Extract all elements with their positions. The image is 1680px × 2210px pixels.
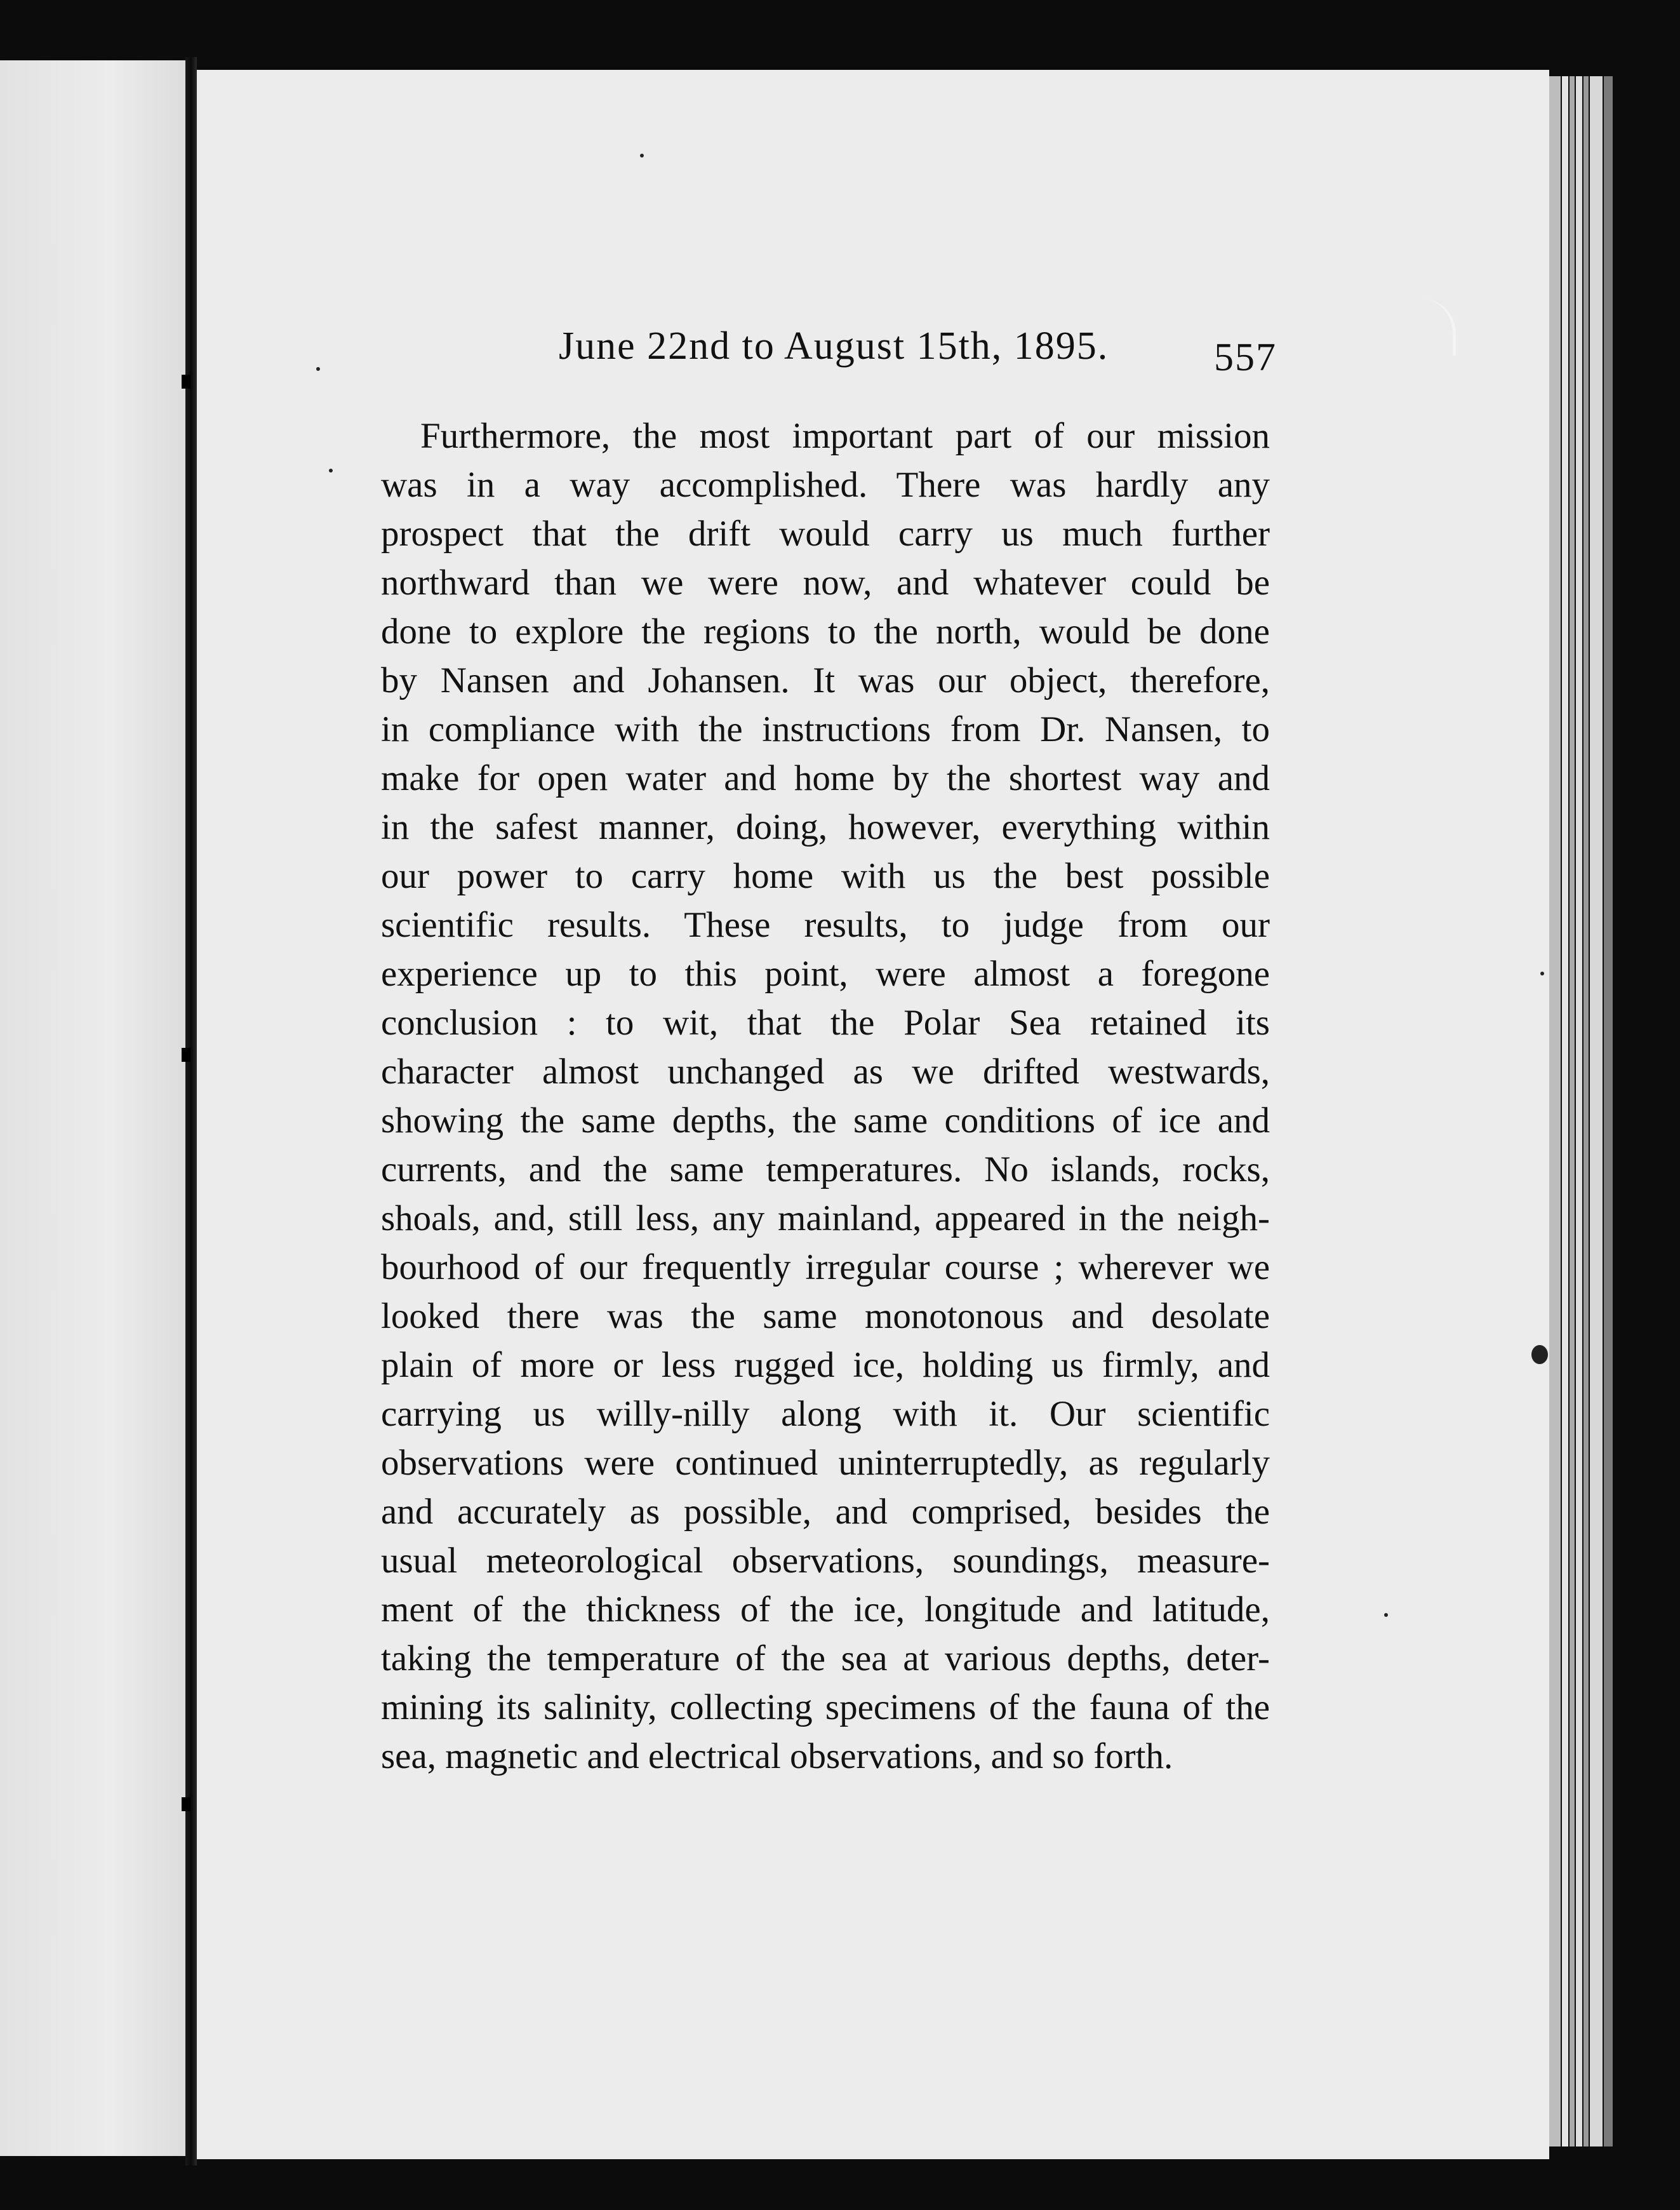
scan-speck	[329, 469, 333, 472]
page-edge	[1570, 76, 1575, 2146]
page-edge	[1549, 76, 1561, 2146]
text-line: northward than we were now, and whatever could be	[381, 563, 1270, 603]
text-line: experience up to this point, were almost a foregone	[381, 954, 1270, 994]
text-line: taking the temperature of the sea at various depths, deter-	[381, 1638, 1270, 1678]
text-line: plain of more or less rugged ice, holding us firmly, and	[381, 1345, 1270, 1385]
text-line: observations were continued uninterruptedly, as regularly	[381, 1443, 1270, 1483]
page-edge	[1583, 76, 1589, 2146]
text-line: was in a way accomplished. There was hardly any	[381, 465, 1270, 505]
scan-speck	[640, 154, 644, 157]
text-line: sea, magnetic and electrical observations, and so forth.	[381, 1736, 1173, 1776]
text-line: ment of the thickness of the ice, longitude and latitude,	[381, 1590, 1270, 1630]
spine-mark	[182, 1797, 190, 1811]
text-line: bourhood of our frequently irregular course ; wherever we	[381, 1247, 1270, 1287]
text-line: showing the same depths, the same conditions of ice and	[381, 1101, 1270, 1141]
text-line: scientific results. These results, to judge from our	[381, 905, 1270, 945]
left-facing-page	[0, 60, 185, 2156]
page-edge	[1590, 76, 1603, 2146]
text-line: make for open water and home by the shortest way and	[381, 758, 1270, 798]
text-line: usual meteorological observations, soundings, measure-	[381, 1541, 1270, 1581]
text-line: currents, and the same temperatures. No islands, rocks,	[381, 1149, 1270, 1189]
running-title: June 22nd to August 15th, 1895.	[559, 325, 1109, 368]
text-line: conclusion : to wit, that the Polar Sea retained its	[381, 1003, 1270, 1043]
page-number: 557	[1214, 336, 1277, 379]
text-line: shoals, and, still less, any mainland, appeared in the neigh-	[381, 1198, 1270, 1238]
text-line: prospect that the drift would carry us much further	[381, 514, 1270, 554]
text-line: character almost unchanged as we drifted westwards,	[381, 1052, 1270, 1092]
scan-speck	[1384, 1613, 1388, 1617]
text-line: Furthermore, the most important part of our mission	[420, 416, 1270, 456]
spine-mark	[182, 1048, 190, 1062]
scan-speck	[1531, 1345, 1548, 1364]
spine-mark	[182, 375, 190, 389]
scan-speck	[1540, 972, 1544, 975]
book-gutter	[185, 57, 197, 2166]
text-line: done to explore the regions to the north, would be done	[381, 612, 1270, 652]
page-edge	[1576, 76, 1582, 2146]
text-line: and accurately as possible, and comprised, besides the	[381, 1492, 1270, 1532]
text-line: in compliance with the instructions from Dr. Nansen, to	[381, 709, 1270, 749]
text-line: looked there was the same monotonous and desolate	[381, 1296, 1270, 1336]
text-line: by Nansen and Johansen. It was our object, therefore,	[381, 660, 1270, 700]
body-paragraph	[381, 412, 1270, 1781]
text-line: in the safest manner, doing, however, everything within	[381, 807, 1270, 847]
scan-speck	[316, 367, 320, 371]
page-edge	[1604, 76, 1613, 2146]
text-line: carrying us willy-nilly along with it. Our scientific	[381, 1394, 1270, 1434]
text-line: mining its salinity, collecting specimens of the fauna of the	[381, 1687, 1270, 1727]
text-line: our power to carry home with us the best possible	[381, 856, 1270, 896]
page-edge	[1562, 76, 1568, 2146]
